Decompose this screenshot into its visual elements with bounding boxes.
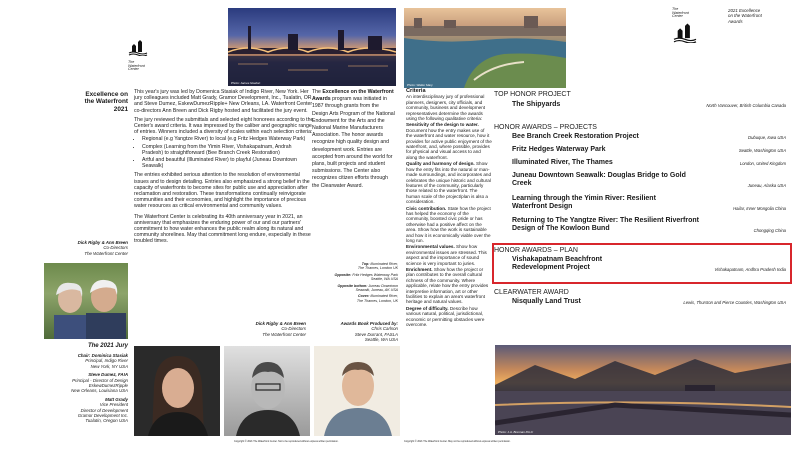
jury-detail: Vice President — [99, 402, 128, 408]
criteria-term: Degree of difficulty. — [406, 305, 449, 311]
award-location: Juneau, Alaska USA — [747, 183, 786, 188]
jury-detail: Gramor Development Inc. — [77, 413, 128, 419]
bridge-skyline-icon — [228, 8, 396, 86]
jury-portrait-stasiak — [134, 346, 220, 436]
jury-name: Dominica Stasiak — [91, 353, 128, 358]
jury-detail: Tualatin, Oregon USA — [85, 418, 128, 424]
section-title: HONOR AWARDS – PROJECTS — [494, 124, 597, 131]
caption-text: Juneau Downtown — [367, 283, 398, 288]
jury-title: The 2021 Jury — [87, 343, 128, 349]
criteria-item — [406, 206, 492, 244]
jury-detail: Principal, Indigo River — [85, 358, 128, 364]
produced-by-title: Awards Book Produced by: — [340, 321, 398, 326]
directors-photo — [44, 263, 128, 339]
logo-line: Center — [128, 67, 139, 72]
award-name: Fritz Hedges Waterway Park — [512, 146, 606, 153]
intro-paragraph: The jury reviewed the submittals and selected eight honorees according to the Center's award criteria. It was impressed by the caliber and geographic range of entries. Winners included a diversity of scales within each selection criteria: — [134, 116, 314, 136]
jury-name: Matt Grady — [105, 396, 128, 402]
logo-line: Waterfront — [672, 10, 689, 15]
award-name: Bee Branch Creek Restoration Project — [512, 133, 639, 140]
waterfront-center-logo-icon — [672, 21, 698, 43]
fritz-hedges-photo — [404, 8, 566, 88]
award-location: Hailar, Inner Mongolia China — [733, 206, 786, 211]
award-entry — [512, 256, 786, 276]
jury-member — [20, 397, 128, 424]
logo-line: Center — [672, 14, 683, 19]
award-name: Learning through the Yimin River: Resilient Waterfront Design — [512, 195, 656, 210]
jury-member — [20, 353, 128, 369]
criteria-term: Quality and harmony of design. — [406, 161, 475, 167]
jury-detail: Principal - Director of Design — [72, 377, 128, 383]
award-name: Nisqually Land Trust — [512, 298, 581, 305]
photo-credit: Photo: James Newton — [231, 81, 261, 85]
page-title — [60, 91, 128, 113]
waterfront-center-logo-icon — [128, 38, 148, 56]
illuminated-river-photo — [228, 8, 396, 86]
juneau-seawalk-photo — [495, 345, 791, 435]
right-header — [728, 8, 794, 24]
signature-role: Co-Directors — [103, 245, 128, 251]
criteria-text: Show how the project or plan contributes to the overall cultural richness of the community. Where applicable, relate how the entry provides interpretive information, art or other facilities to explain an area's waterfront heritage and natural values. — [406, 267, 489, 305]
signature-names: Dick Rigby & Ann Breen — [77, 240, 128, 245]
signature-org: The Waterfront Center — [262, 331, 306, 337]
photo-captions — [316, 262, 398, 303]
bullet-item: • Regional (e.g Yangtze River) to local (e.g Fritz Hedges Waterway Park) — [142, 136, 314, 142]
award-location: Seattle, Washington USA — [738, 148, 786, 153]
award-entry — [512, 101, 786, 111]
criteria-item — [406, 267, 492, 305]
left-copyright: Copyright © 2021 The Waterfront Center. Not to be reproduced without express written permission. — [234, 440, 339, 443]
seawalk-sunset-icon — [495, 345, 791, 435]
portrait-icon — [314, 346, 400, 436]
jury-member — [20, 372, 128, 394]
criteria-text: Document how the entry makes use of the waterfront and water resource, how it provides for active public enjoyment of the waterfront, and, where possible, provides for physical and visual access to and along the waterfront. — [406, 127, 492, 160]
waterway-park-icon — [404, 8, 566, 88]
criteria-heading: Criteria — [406, 88, 426, 94]
section-title: HONOR AWARDS – PLAN — [494, 247, 578, 254]
criteria-text: Show how the entry fits into the natural or man-made surroundings, and incorporates and celebrates the unique historic and cultural features of the community, particularly those related to the waterfront. The human scale of the project/plan is also a consideration. — [406, 161, 492, 205]
logo-line: The — [128, 60, 135, 64]
bullet-item: • Complex (Learning from the Yimin River, Vishakapatnam, Andrah Pradesh) to straightforward (Bee Branch Creek Restoration) — [142, 144, 314, 156]
caption — [316, 262, 398, 271]
award-name: Illuminated River, The Thames — [512, 159, 613, 166]
caption-text: The Thames, London UK — [357, 266, 398, 271]
caption-label: Top: — [361, 262, 370, 266]
award-entry — [512, 298, 786, 308]
criteria-term: Environmental values. — [406, 244, 455, 250]
jury-portrait-grady — [314, 346, 400, 436]
header-line: Awards — [728, 18, 743, 24]
criteria-text: Describe how various natural, political, jurisdictional, economic or permitting obstacles were overcome. — [406, 305, 485, 328]
photo-credit: Photo: J.A. Brennan PLLC — [498, 430, 534, 434]
award-location: London, United Kingdom — [739, 161, 786, 166]
criteria-item — [406, 244, 492, 266]
award-location: Chongqing China — [753, 228, 786, 233]
criteria-section — [406, 89, 492, 328]
header-line: on the Waterfront — [728, 13, 762, 19]
jury-detail: Director of Development — [80, 407, 128, 413]
caption — [316, 294, 398, 303]
directors-signature-2 — [216, 321, 306, 337]
award-location: Dubuque, Iowa USA — [748, 135, 786, 140]
program-name: Excellence on the Waterfront Awards — [312, 89, 394, 103]
caption-text: The Thames, London, UK — [356, 298, 398, 303]
body-paragraph: The Waterfront Center is celebrating its 40th anniversary year in 2021, an anniversary that emphasizes the enduring power of our and our partners' commitment to how water enhances the public realm along its natural and community shorelines. May that commitment long endure, especially in these troubled times. — [134, 213, 311, 245]
produced-by — [316, 321, 398, 343]
header-line: 2021 Excellence — [728, 8, 761, 13]
caption-label: Opposite: — [334, 272, 352, 277]
criteria-text: Show how environmental issues are stressed. This aspect and the importance of sound science is very important to juries. — [406, 244, 487, 266]
criteria-term: Sensitivity of the design to water. — [406, 122, 479, 128]
caption-text: Illuminated River, — [369, 294, 398, 299]
caption-label: Cover: — [358, 294, 370, 299]
jury-list — [20, 353, 128, 424]
signature-role: Co-Directors — [281, 326, 306, 332]
intro-text — [134, 89, 314, 245]
photo-credit: Photo: Walter Mary — [407, 83, 433, 87]
logo-line: The — [672, 7, 679, 11]
criteria-term: Enrichment. — [406, 267, 433, 272]
criteria-text: State how the project has helped the economy of the community, boosted civic pride or has otherwise had a positive affect on the area. Show how the work is sustainable and how it is economically viable over the long run. — [406, 205, 491, 243]
producer-line: Chris Carlson — [371, 326, 398, 332]
award-name: The Shipyards — [512, 101, 561, 108]
jury-portrait-dumez — [224, 346, 310, 436]
bullet-item: • Artful and beautiful (Illuminated River) to playful (Juneau Downtown Seawalk) — [142, 157, 314, 169]
criteria-item — [406, 122, 492, 160]
criteria-item — [406, 306, 492, 328]
intro-paragraph: This year's jury was led by Domenica Stasiak of Indigo River, New York. Her jury colleagues included Matt Grady, Gramor Development, Inc., Tualatin, OR and Steve Dumez, EskewDumezRipple+ New Orleans, LA. Waterfront Center co-directors Ann Breen and Dick Rigby hosted and facilitated the jury event. — [134, 89, 313, 114]
portrait-icon — [134, 346, 220, 436]
portrait-icon — [224, 346, 310, 436]
criteria-item — [406, 161, 492, 204]
title-line: 2021 — [113, 105, 128, 113]
scale-bullets — [142, 136, 314, 169]
program-text: program was initiated in 1987 through grants from the Design Arts Program of the National Endowment for the Arts and the National Marine Manufacturers Association. The honor awards recognize high quality design and development work. Entries are accepted from around the world for plans, built projects and student submissions. The Center also recognizes citizen efforts through the Clearwater Award. — [312, 96, 395, 189]
award-entry — [512, 159, 786, 169]
logo-line: Waterfront — [128, 63, 145, 68]
directors-portrait-icon — [44, 263, 128, 339]
award-entry — [512, 195, 786, 215]
title-line: the Waterfront — [84, 98, 128, 106]
jury-detail: New Orleans, Louisiana USA — [71, 388, 128, 394]
producer-line: Steve Durrant, FASLA — [354, 331, 398, 337]
jury-role: Chair: — [77, 353, 91, 358]
caption-text: Fritz Hedges Waterway Park — [351, 272, 398, 277]
title-line: Excellence on — [85, 91, 128, 98]
criteria-term: Civic contribution. — [406, 205, 447, 211]
signature-org: The Waterfront Center — [84, 250, 128, 256]
jury-detail: New York, NY USA — [90, 363, 128, 369]
caption — [316, 273, 398, 282]
award-entry — [512, 217, 786, 237]
award-location: Vishakapatnam, Andhra Pradesh India — [714, 267, 786, 272]
program-text: The — [312, 89, 323, 95]
award-entry — [512, 172, 786, 192]
award-name: Juneau Downtown Seawalk: Douglas Bridge to Gold Creek — [512, 172, 686, 187]
caption-text: Illuminated River, — [369, 262, 398, 266]
section-title: TOP HONOR PROJECT — [494, 91, 571, 98]
caption — [316, 284, 398, 293]
criteria-intro: An interdisciplinary jury of professional planners, designers, city officials, and community, business and development representatives determine the awards using the following qualitative criteria: — [406, 94, 486, 122]
award-name: Vishakapatnam Beachfront Redevelopment Project — [512, 256, 603, 271]
section-title: CLEARWATER AWARD — [494, 289, 569, 296]
right-copyright: Copyright © 2021 The Waterfront Center. May not be reproduced without express written permission. — [404, 440, 511, 443]
producer-line: Seattle, WA USA — [364, 337, 398, 343]
award-location: Lewis, Thurston and Pierce Counties, Washington USA — [683, 300, 786, 305]
body-paragraph: The entries exhibited serious attention to the resolution of environmental issues and to design detailing. Entries also emphasized a strong belief in the capacity of waterfronts to become sites for public use and appreciation after reclamation and restoration. These transformations continually reinvigorate communities and their economies, and highlight the importance of precious water resources as critical environmental and community values. — [134, 172, 310, 210]
caption-text: Seawalk, Juneau, AK USA — [355, 288, 398, 293]
caption-text: Seattle, WA USA — [370, 277, 398, 282]
caption-label: Opposite bottom: — [337, 283, 368, 288]
award-entry — [512, 146, 786, 156]
directors-signature — [40, 240, 128, 256]
jury-detail: EskewDumezRipple — [88, 383, 128, 389]
jury-name: Steve Dumez, FAIA — [88, 372, 128, 378]
left-logo — [128, 38, 158, 72]
signature-names: Dick Rigby & Ann Breen — [255, 321, 306, 326]
award-location: North Vancouver, British Columbia Canada — [706, 103, 786, 108]
program-description — [312, 89, 396, 190]
award-entry — [512, 133, 786, 143]
right-logo — [672, 8, 712, 48]
award-name: Returning to The Yangtze River: The Resilient Riverfront Design of The Kowloon Bund — [512, 217, 699, 232]
